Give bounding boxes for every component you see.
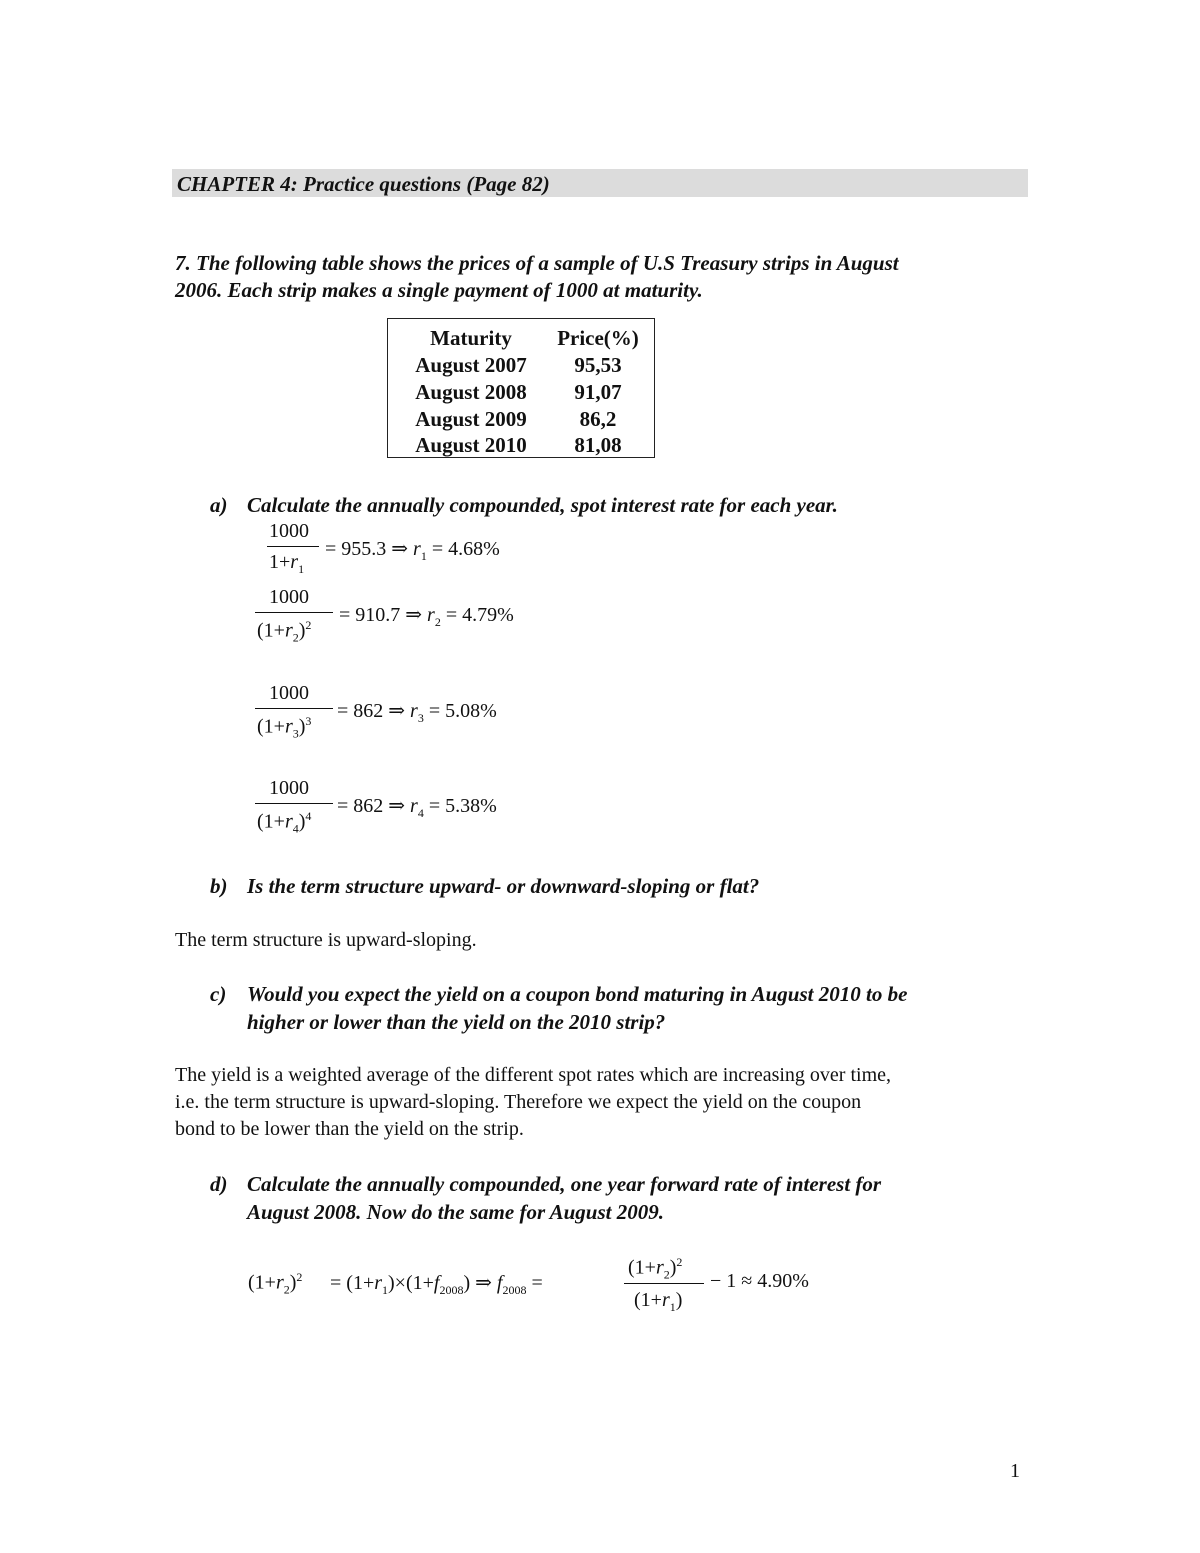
part-c-answer-line3: bond to be lower than the yield on the strip.: [175, 1118, 524, 1140]
eq2-fraction-bar: [255, 612, 333, 613]
part-c-text-line2: higher or lower than the yield on the 2010 strip?: [247, 1010, 666, 1034]
eq4-fraction-bar: [255, 803, 333, 804]
eq3-numerator: 1000: [269, 682, 309, 704]
page-number: 1: [1010, 1460, 1020, 1482]
question-7-line2: 2006. Each strip makes a single payment of 1000 at maturity.: [175, 278, 703, 302]
eq1-fraction-bar: [267, 546, 319, 547]
fwd-result: − 1 ≈ 4.90%: [710, 1270, 809, 1292]
part-b-text: Is the term structure upward- or downward-sloping or flat?: [247, 874, 760, 898]
equation-r4: [255, 777, 575, 843]
table-row: [388, 432, 654, 459]
eq3-denominator: $(1+r_3)^3$: [257, 714, 312, 741]
table-cell-maturity: August 2008: [415, 380, 527, 404]
question-7: [175, 250, 1035, 304]
table-row: [388, 379, 654, 406]
table-header-price: Price(%): [557, 326, 639, 350]
part-a-text: Calculate the annually compounded, spot interest rate for each year.: [247, 493, 838, 517]
part-c-label: c): [210, 982, 227, 1006]
question-7-line1: 7. The following table shows the prices of a sample of U.S Treasury strips in August: [175, 251, 899, 275]
part-a-question: [210, 492, 1010, 520]
table-cell-maturity: August 2009: [415, 407, 527, 431]
part-d-text-line1: Calculate the annually compounded, one year forward rate of interest for: [247, 1172, 882, 1196]
eq3-fraction-bar: [255, 708, 333, 709]
eq1-numerator: 1000: [269, 520, 309, 542]
table-row: [388, 406, 654, 433]
part-c-answer: [175, 1062, 1035, 1143]
part-c-text-line1: Would you expect the yield on a coupon bond maturing in August 2010 to be: [247, 982, 908, 1006]
fwd-denominator: $(1+r_1)$: [634, 1289, 683, 1314]
eq4-rhs: = 862 ⇒ $r_4 = 5.38\%$: [337, 795, 497, 820]
part-d-text-line2: August 2008. Now do the same for August 2009.: [247, 1200, 664, 1224]
part-d-question: [210, 1171, 1030, 1227]
table-header-maturity: Maturity: [430, 326, 512, 350]
eq3-rhs: = 862 ⇒ $r_3 = 5.08\%$: [337, 700, 497, 725]
table-cell-price: 81,08: [574, 433, 622, 457]
part-a-label: a): [210, 493, 228, 517]
eq2-numerator: 1000: [269, 586, 309, 608]
table-cell-maturity: August 2010: [415, 433, 527, 457]
fwd-fraction-bar: [624, 1283, 704, 1284]
eq4-denominator: $(1+r_4)^4$: [257, 809, 312, 836]
eq2-denominator: $(1+r_2)^2$: [257, 618, 312, 645]
equation-forward-2008: [248, 1255, 848, 1321]
part-c-answer-line1: The yield is a weighted average of the different spot rates which are increasing over time,: [175, 1064, 892, 1086]
part-c-question: [210, 981, 1030, 1037]
table-row: [388, 352, 654, 379]
fwd-middle: = $(1+r_1)\times(1+f_{2008})$ ⇒ $f_{2008}$ =: [330, 1272, 543, 1297]
eq1-rhs: = 955.3 ⇒ $r_1 = 4.68\%$: [325, 538, 500, 563]
part-b-label: b): [210, 874, 228, 898]
part-c-answer-line2: i.e. the term structure is upward-sloping. Therefore we expect the yield on the coupon: [175, 1091, 862, 1113]
table-header-row: [388, 325, 654, 352]
table-cell-maturity: August 2007: [415, 353, 527, 377]
eq2-rhs: = 910.7 ⇒ $r_2 = 4.79\%$: [339, 604, 514, 629]
equation-r2: [255, 586, 575, 652]
part-b-answer: The term structure is upward-sloping.: [175, 929, 477, 951]
eq1-denominator: $1+r_1$: [269, 551, 305, 576]
chapter-title: CHAPTER 4: Practice questions (Page 82): [177, 172, 550, 196]
table-cell-price: 95,53: [574, 353, 622, 377]
fwd-lhs: $(1+r_2)^2$: [248, 1270, 303, 1297]
equation-r1: [255, 520, 575, 582]
table-cell-price: 86,2: [579, 407, 617, 431]
fwd-numerator: $(1+r_2)^2$: [628, 1255, 683, 1282]
strip-price-table: [387, 318, 655, 458]
part-d-label: d): [210, 1172, 228, 1196]
equation-r3: [255, 682, 575, 748]
table-cell-price: 91,07: [574, 380, 622, 404]
part-b-question: [210, 873, 1010, 901]
eq4-numerator: 1000: [269, 777, 309, 799]
